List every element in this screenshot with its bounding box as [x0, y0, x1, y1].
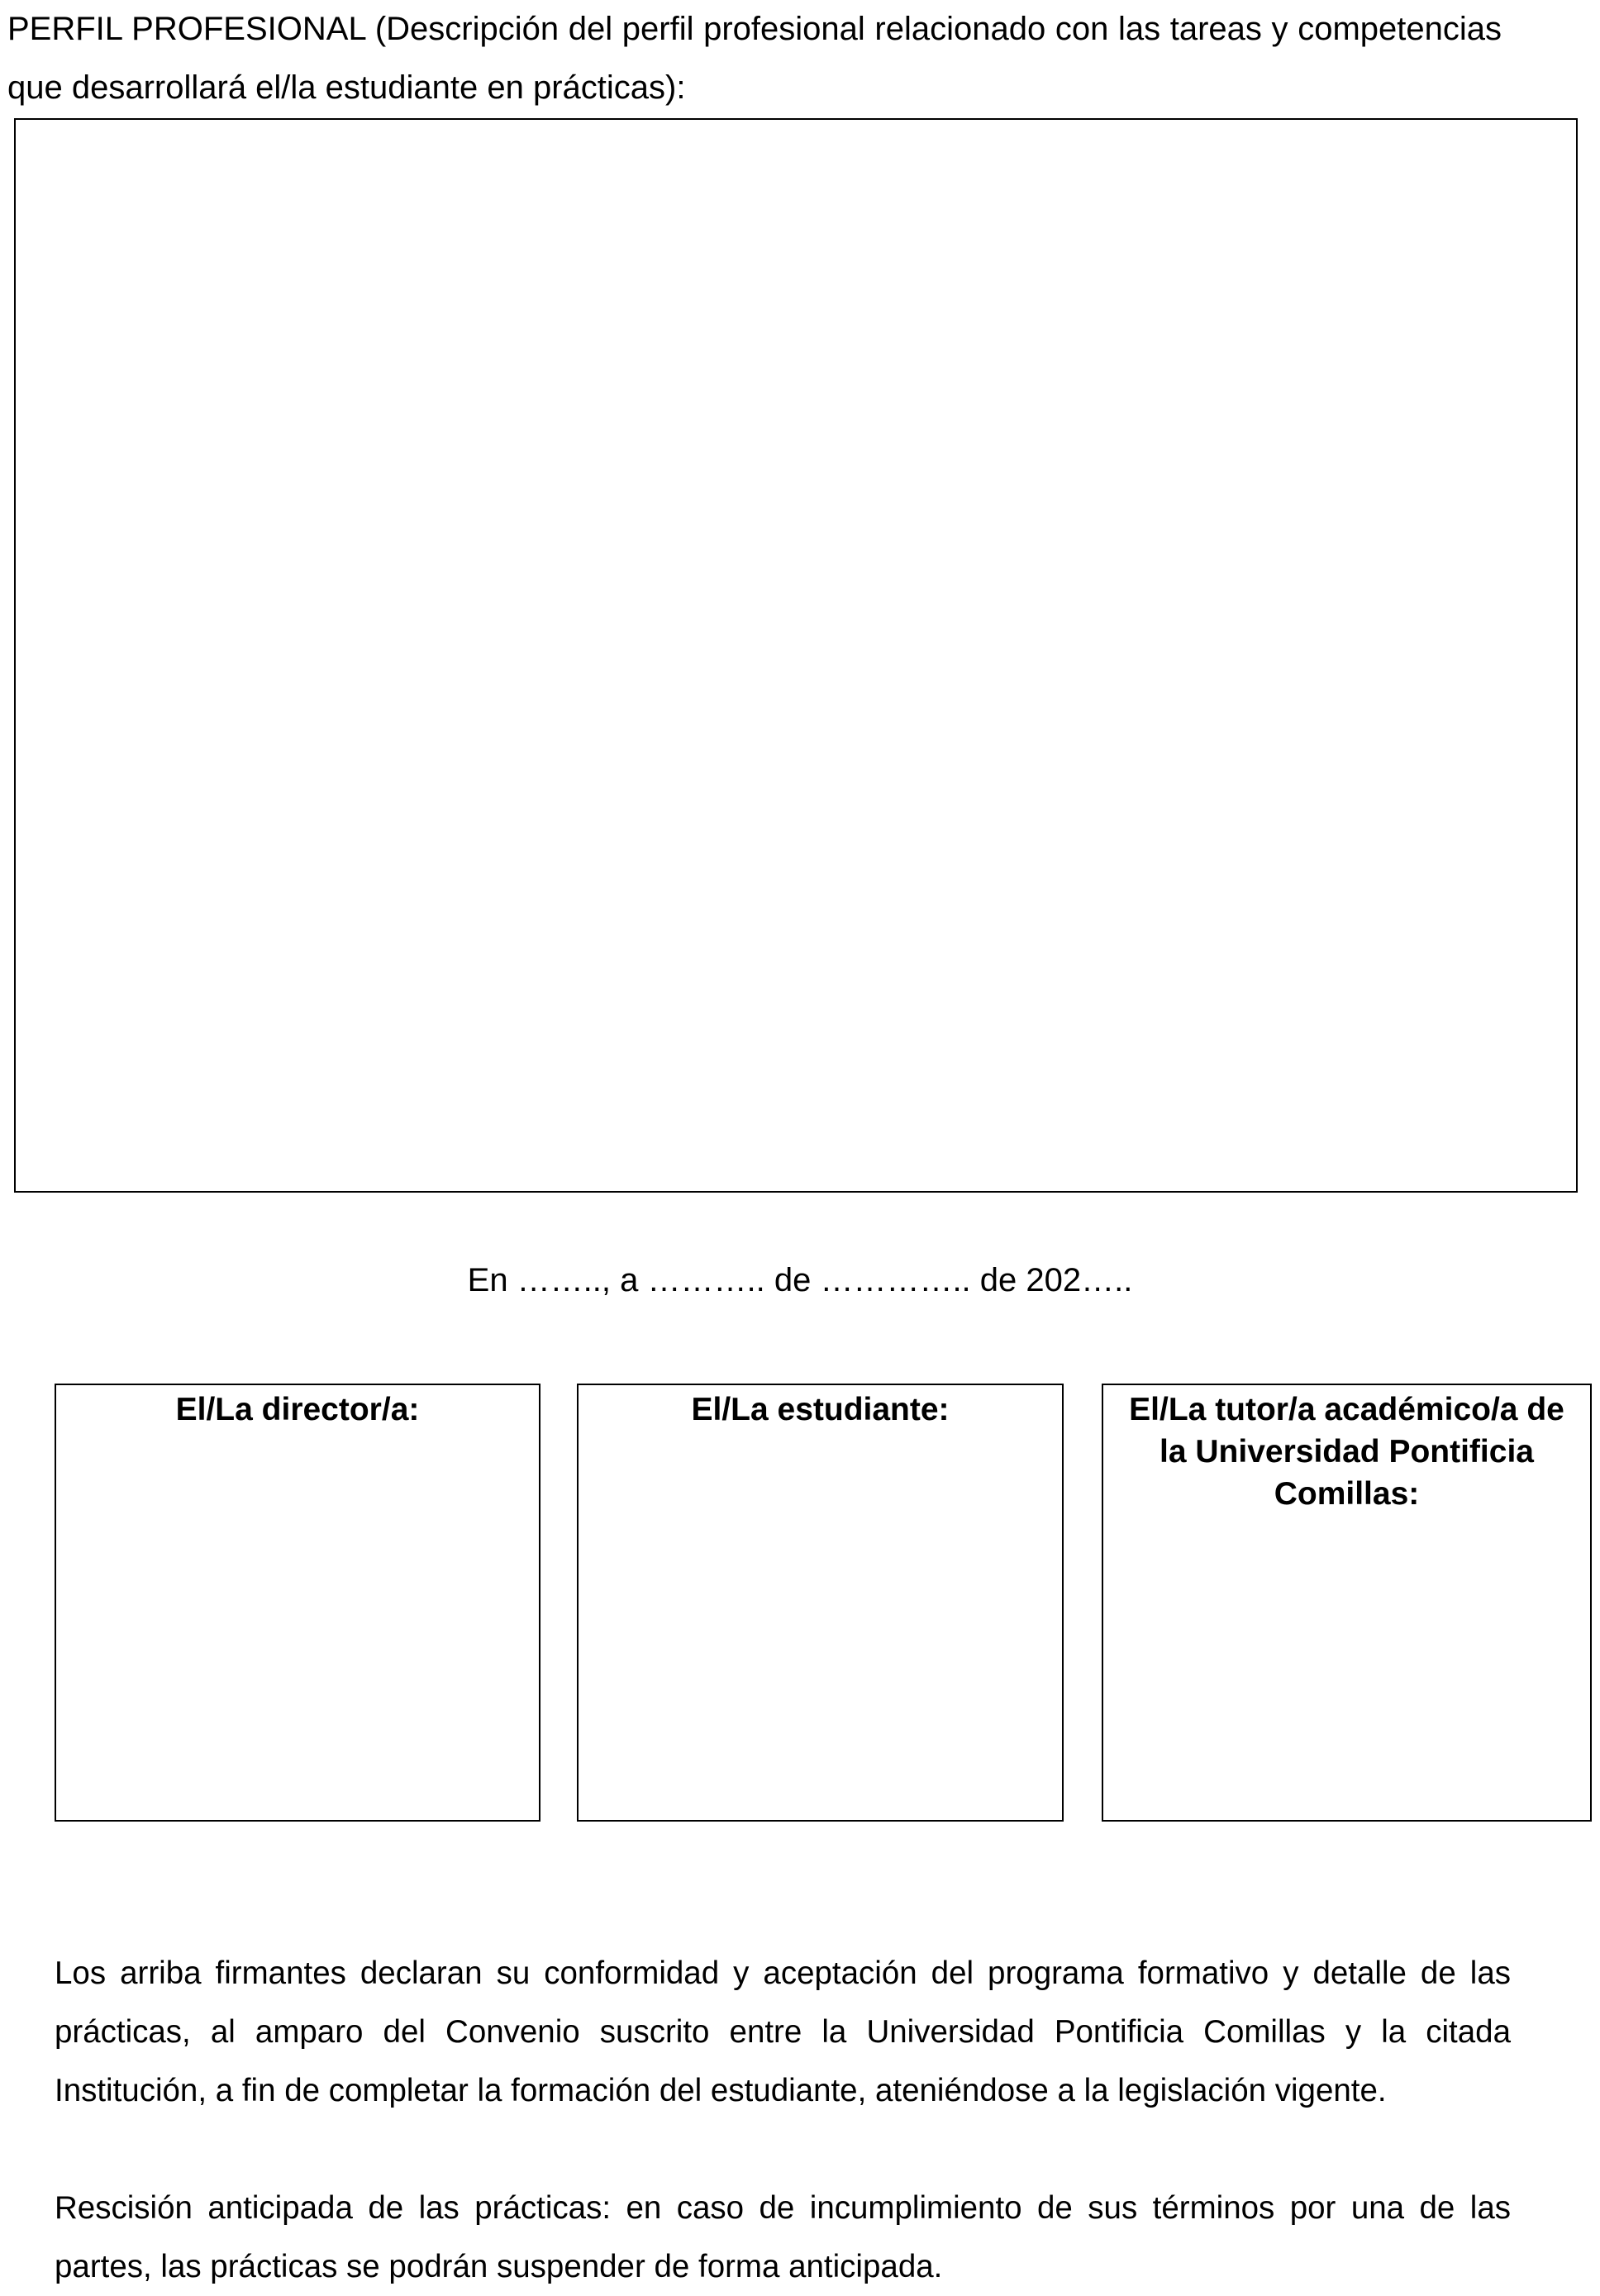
student-signature-box[interactable] [577, 1384, 1064, 1822]
profile-heading: PERFIL PROFESIONAL (Descripción del perfil profesional relacionado con las tareas y competencias que desarrollará el/la estudiante en prácticas): [7, 11, 1502, 106]
director-signature-label: El/La director/a: [175, 1392, 420, 1427]
profile-description-box[interactable] [14, 118, 1578, 1193]
tutor-signature-box[interactable] [1102, 1384, 1592, 1822]
date-line: En …….., a ……….. de ………….. de 202….. [467, 1262, 1133, 1298]
declaration-paragraph: Los arriba firmantes declaran su conformidad y aceptación del programa formativo y detalle de las prácticas, al amparo del Convenio suscrito entre la Universidad Pontificia Comillas y la citada Institución, a fin de completar la formación del estudiante, ateniéndose a la legislación vigente. [55, 1955, 1511, 2108]
director-signature-box[interactable] [55, 1384, 540, 1822]
rescission-paragraph: Rescisión anticipada de las prácticas: en caso de incumplimiento de sus términos por una de las partes, las prácticas se podrán suspender de forma anticipada. [55, 2190, 1511, 2284]
student-signature-label: El/La estudiante: [691, 1392, 950, 1427]
tutor-signature-label: El/La tutor/a académico/a de la Universidad Pontificia Comillas: [1129, 1392, 1564, 1512]
